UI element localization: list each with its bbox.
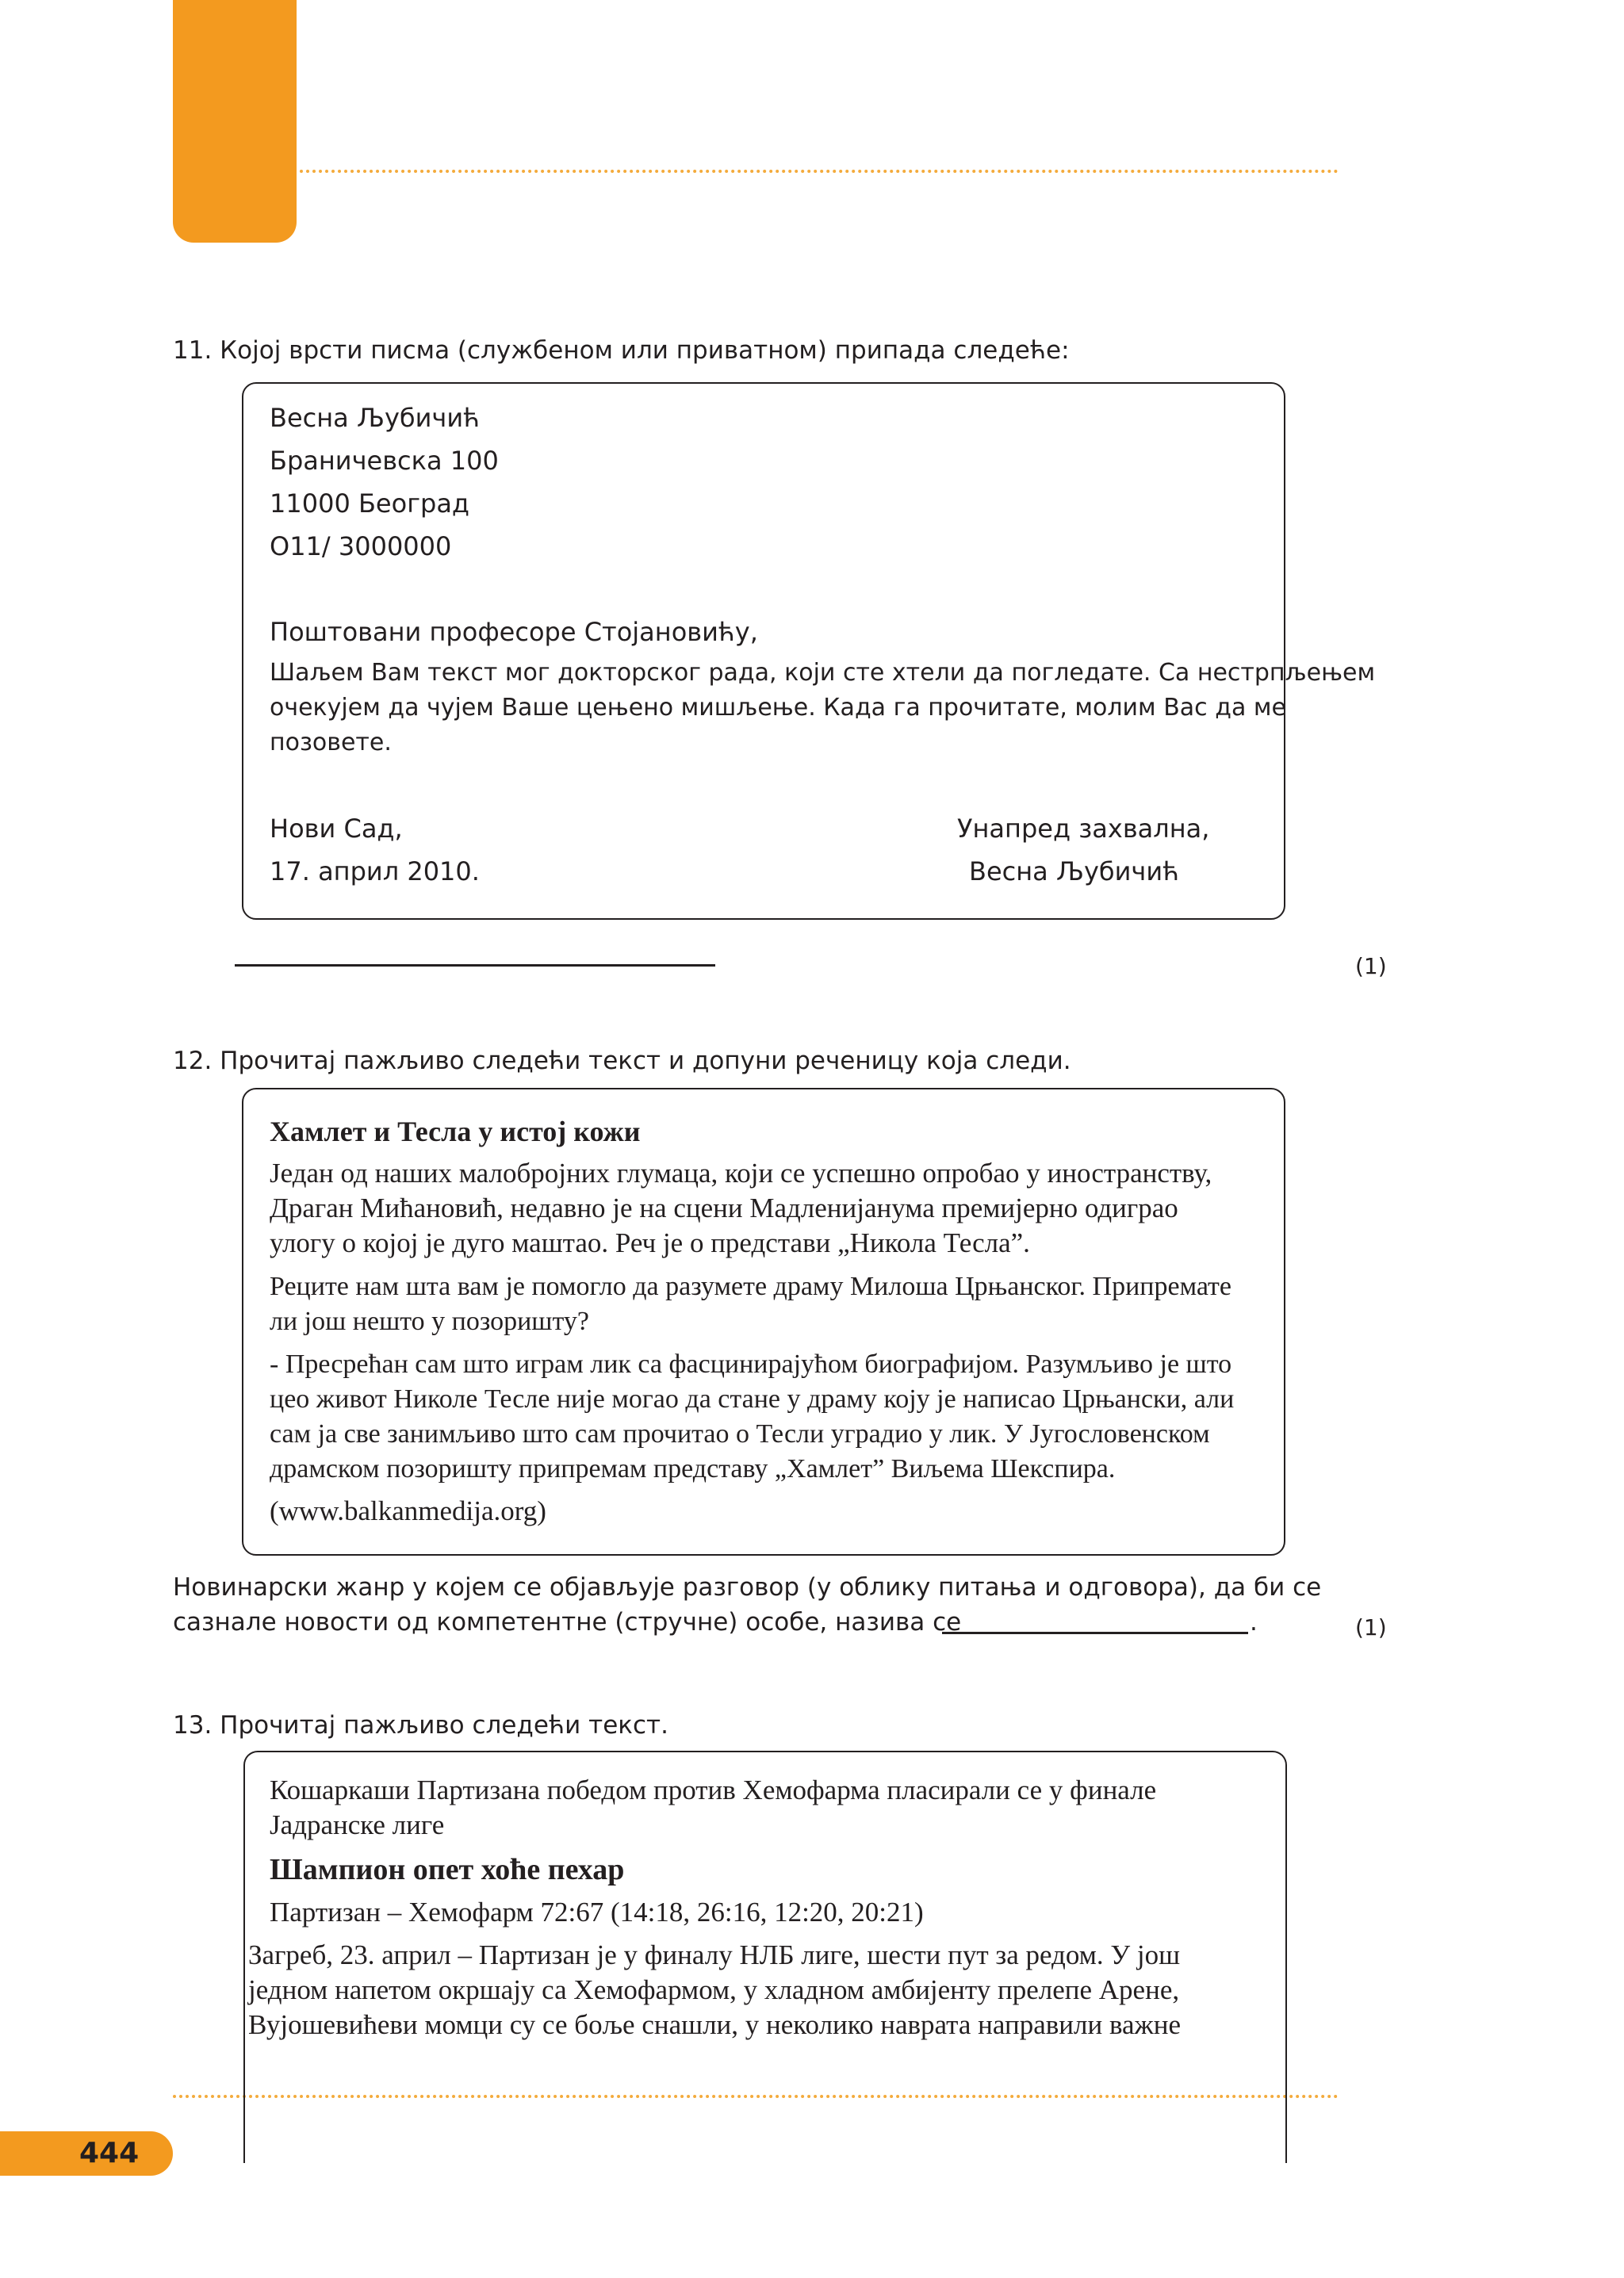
article-source: (www.balkanmedija.org)	[270, 1495, 546, 1526]
interview-question-line: Реците нам шта вам је помогло да разумете драму Милоша Црњанског. Припремате	[270, 1272, 1232, 1301]
fill-in-sentence-line: Новинарски жанр у којем се објављује разговор (у облику питања и одговора), да би се	[173, 1573, 1322, 1602]
sender-street: Браничевска 100	[270, 446, 499, 476]
letter-body-line: очекујем да чујем Ваше цењено мишљење. Када га прочитате, молим Вас да ме	[270, 694, 1286, 722]
article-intro-line: улогу о којој је дуго маштао. Реч је о представи „Никола Тесла”.	[270, 1227, 1030, 1258]
answer-line-12[interactable]	[942, 1632, 1248, 1634]
sender-city: 11000 Београд	[270, 488, 470, 519]
interview-question-line: ли још нешто у позоришту?	[270, 1307, 589, 1336]
question-12-points: (1)	[1355, 1614, 1387, 1641]
letter-body-line: позовете.	[270, 729, 392, 756]
fill-in-sentence-line: сазнале новости од компетентне (стручне) особе, назива се	[173, 1608, 962, 1637]
news-headline: Шампион опет хоће пехар	[270, 1853, 625, 1886]
question-13-prompt: 13. Прочитај пажљиво следећи текст.	[173, 1711, 668, 1740]
news-subtitle-line: Јадранске лиге	[270, 1809, 445, 1840]
sender-phone: О11/ 3000000	[270, 531, 452, 561]
article-intro-line: Један од наших малобројних глумаца, који се успешно опробао у иностранству,	[270, 1158, 1212, 1189]
letter-place: Нови Сад,	[270, 814, 403, 844]
sentence-period: .	[1250, 1608, 1258, 1637]
news-body-line: једном напетом окршају са Хемофармом, у хладном амбијенту прелепе Арене,	[248, 1974, 1180, 2005]
question-12-prompt: 12. Прочитај пажљиво следећи текст и допуни реченицу која следи.	[173, 1047, 1071, 1075]
question-11-prompt: 11. Којој врсти писма (службеном или приватном) припада следеће:	[173, 336, 1070, 365]
interview-answer-line: драмском позоришту припремам представу „Хамлет” Виљема Шекспира.	[270, 1454, 1116, 1484]
answer-line-11[interactable]	[235, 964, 715, 967]
interview-answer-line: цео живот Николе Тесле није могао да стане у драму коју је написао Црњански, али	[270, 1384, 1235, 1414]
question-11-points: (1)	[1355, 953, 1387, 979]
news-body-line: Вујошевићеви момци су се боље снашли, у неколико наврата направили важне	[248, 2009, 1181, 2040]
news-subtitle-line: Кошаркаши Партизана победом против Хемофарма пласирали се у финале	[270, 1775, 1157, 1805]
letter-body-line: Шаљем Вам текст мог докторског рада, који сте хтели да погледате. Са нестрпљењем	[270, 659, 1376, 687]
letter-greeting: Поштовани професоре Стојановићу,	[270, 617, 758, 647]
news-body-line: Загреб, 23. април – Партизан је у финалу НЛБ лиге, шести пут за редом. У још	[248, 1939, 1181, 1970]
page-number: 444	[79, 2137, 140, 2169]
article-intro-line: Драган Мићановић, недавно је на сцени Мадленијанума премијерно одиграо	[270, 1193, 1178, 1223]
news-score: Партизан – Хемофарм 72:67 (14:18, 26:16, 12:20, 20:21)	[270, 1897, 924, 1928]
orange-corner-tab	[173, 0, 297, 243]
letter-date: 17. април 2010.	[270, 856, 480, 886]
sender-name: Весна Љубичић	[270, 403, 480, 433]
article-title: Хамлет и Тесла у истој кожи	[270, 1116, 641, 1147]
interview-answer-line: - Пресрећан сам што играм лик са фасцинирајућом биографијом. Разумљиво је што	[270, 1350, 1232, 1379]
letter-signature: Весна Љубичић	[969, 856, 1179, 886]
letter-closing: Унапред захвална,	[957, 814, 1210, 844]
interview-answer-line: сам ја све занимљиво што сам прочитао о Тесли уградио у лик. У Југословенском	[270, 1419, 1210, 1449]
top-dotted-rule	[300, 170, 1339, 173]
